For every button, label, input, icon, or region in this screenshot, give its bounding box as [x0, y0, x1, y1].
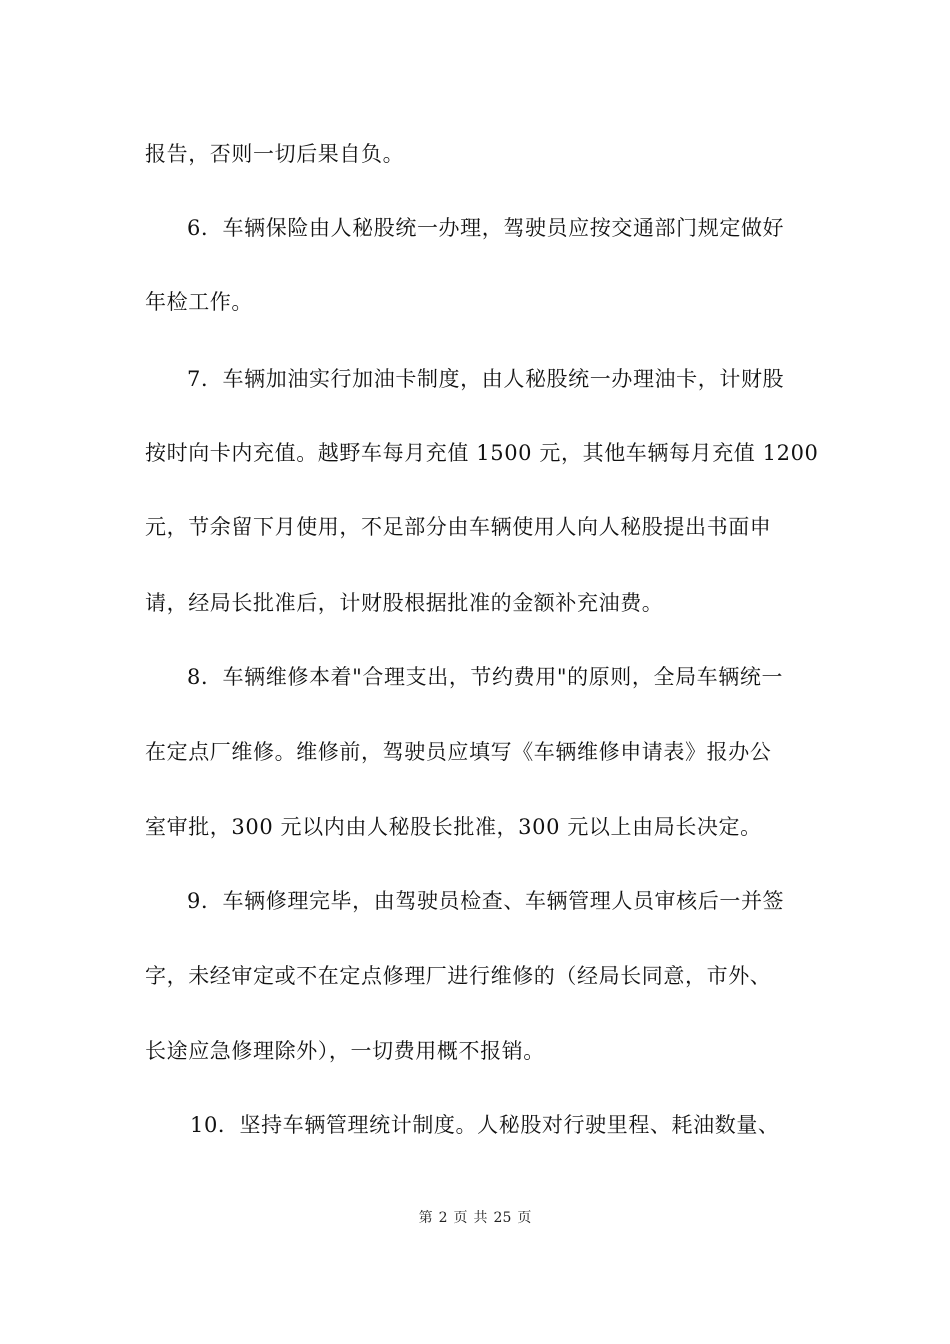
text-line: 在定点厂维修。维修前，驾驶员应填写《车辆维修申请表》报办公	[145, 740, 772, 764]
text-line: 元，节余留下月使用，不足部分由车辆使用人向人秘股提出书面申	[145, 515, 772, 539]
text-line: 6．车辆保险由人秘股统一办理，驾驶员应按交通部门规定做好	[187, 216, 785, 240]
footer-total-pages: 25	[493, 1210, 512, 1226]
footer-suffix: 页	[517, 1210, 532, 1226]
text-line: 7．车辆加油实行加油卡制度，由人秘股统一办理油卡，计财股	[187, 367, 785, 391]
footer-current-page: 2	[438, 1210, 448, 1226]
text-line: 报告，否则一切后果自负。	[145, 142, 405, 166]
text-line: 长途应急修理除外），一切费用概不报销。	[145, 1039, 545, 1063]
page-footer	[0, 1208, 950, 1228]
text-line: 按时向卡内充值。越野车每月充值 1500 元，其他车辆每月充值 1200	[145, 441, 819, 465]
text-line: 8．车辆维修本着"合理支出，节约费用"的原则，全局车辆统一	[187, 665, 784, 689]
text-line: 10．坚持车辆管理统计制度。人秘股对行驶里程、耗油数量、	[190, 1113, 780, 1137]
text-line: 字，未经审定或不在定点修理厂进行维修的（经局长同意，市外、	[145, 964, 772, 988]
text-line: 年检工作。	[145, 290, 253, 314]
footer-page-word: 页	[453, 1210, 468, 1226]
footer-total-word: 共	[473, 1210, 488, 1226]
text-line: 室审批，300 元以内由人秘股长批准，300 元以上由局长决定。	[145, 815, 762, 839]
text-line: 请，经局长批准后，计财股根据批准的金额补充油费。	[145, 591, 664, 615]
text-line: 9．车辆修理完毕，由驾驶员检查、车辆管理人员审核后一并签	[187, 889, 785, 913]
footer-prefix: 第	[418, 1210, 433, 1226]
